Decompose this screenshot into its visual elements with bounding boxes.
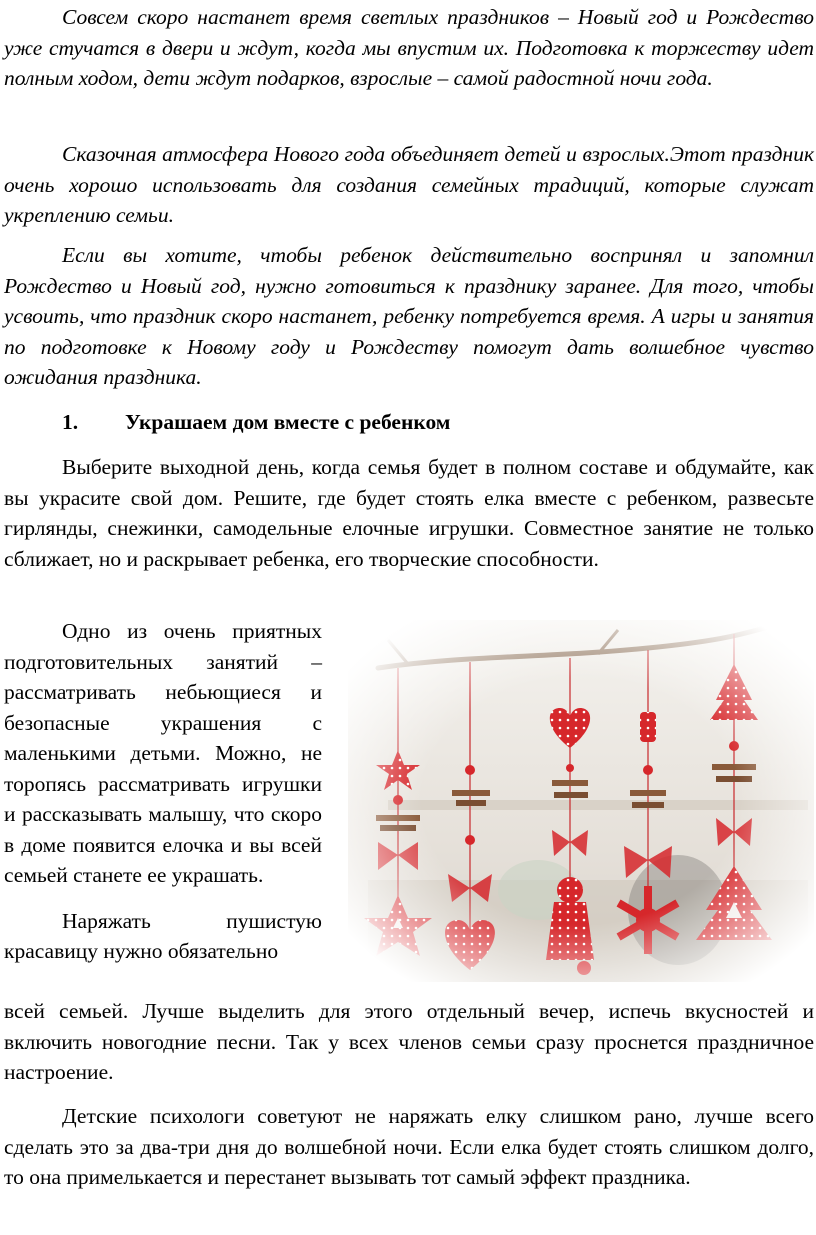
intro-paragraph-1: Совсем скоро настанет время светлых праздников – Новый год и Рождество уже стучатся в двери и ждут, когда мы впустим их. Подготовка к торжеству идет полным ходом, дети ждут подарков, взрослые – самой радостной ночи года. [4, 5, 814, 90]
intro-paragraph-2: Сказочная атмосфера Нового года объединяет детей и взрослых.Этот праздник очень хорошо использовать для создания семейных традиций, которые служат укреплению семьи. [4, 142, 814, 227]
body-paragraph-3-start: Наряжать пушистую красавицу нужно обязательно [4, 908, 322, 963]
body-paragraph-2: Одно из очень приятных подготовительных занятий – рассматривать небьющиеся и безопасные украшения с маленькими детьми. Можно, не торопясь рассматривать игрушки и рассказывать малышу, что скоро в доме появится елочка и вы всей семьей станете ее украшать. [4, 619, 322, 887]
section-title: Украшаем дом вместе с ребенком [125, 410, 451, 434]
body-paragraph-3-end: всей семьей. Лучше выделить для этого отдельный вечер, испечь вкусностей и включить новогодние песни. Так у всех членов семьи сразу проснется праздничное настроение. [4, 999, 814, 1084]
wrapped-text-column [4, 616, 322, 967]
christmas-ornaments-photo [348, 620, 814, 982]
body-paragraph-1: Выберите выходной день, когда семья будет в полном составе и обдумайте, как вы украсите свой дом. Решите, где будет стоять елка вместе с ребенком, развесьте гирлянды, снежинки, самодельные елочные игрушки. Совместное занятие не только сближает, но и раскрывает ребенка, его творческие способности. [4, 455, 814, 571]
body-paragraph-4: Детские психологи советуют не наряжать елку слишком рано, лучше всего сделать это за два-три дня до волшебной ночи. Если елка будет стоять слишком долго, то она примелькается и перестанет вызывать тот самый эффект праздника. [4, 1104, 814, 1189]
photo-vignette [348, 620, 814, 982]
ornaments-illustration [348, 620, 814, 982]
section-heading [62, 407, 450, 438]
section-number: 1. [62, 410, 79, 434]
intro-paragraph-3: Если вы хотите, чтобы ребенок действительно воспринял и запомнил Рождество и Новый год, нужно готовиться к празднику заранее. Для того, чтобы усвоить, что праздник скоро настанет, ребенку потребуется время. А игры и занятия по подготовке к Новому году и Рождеству помогут дать волшебное чувство ожидания праздника. [4, 243, 814, 389]
